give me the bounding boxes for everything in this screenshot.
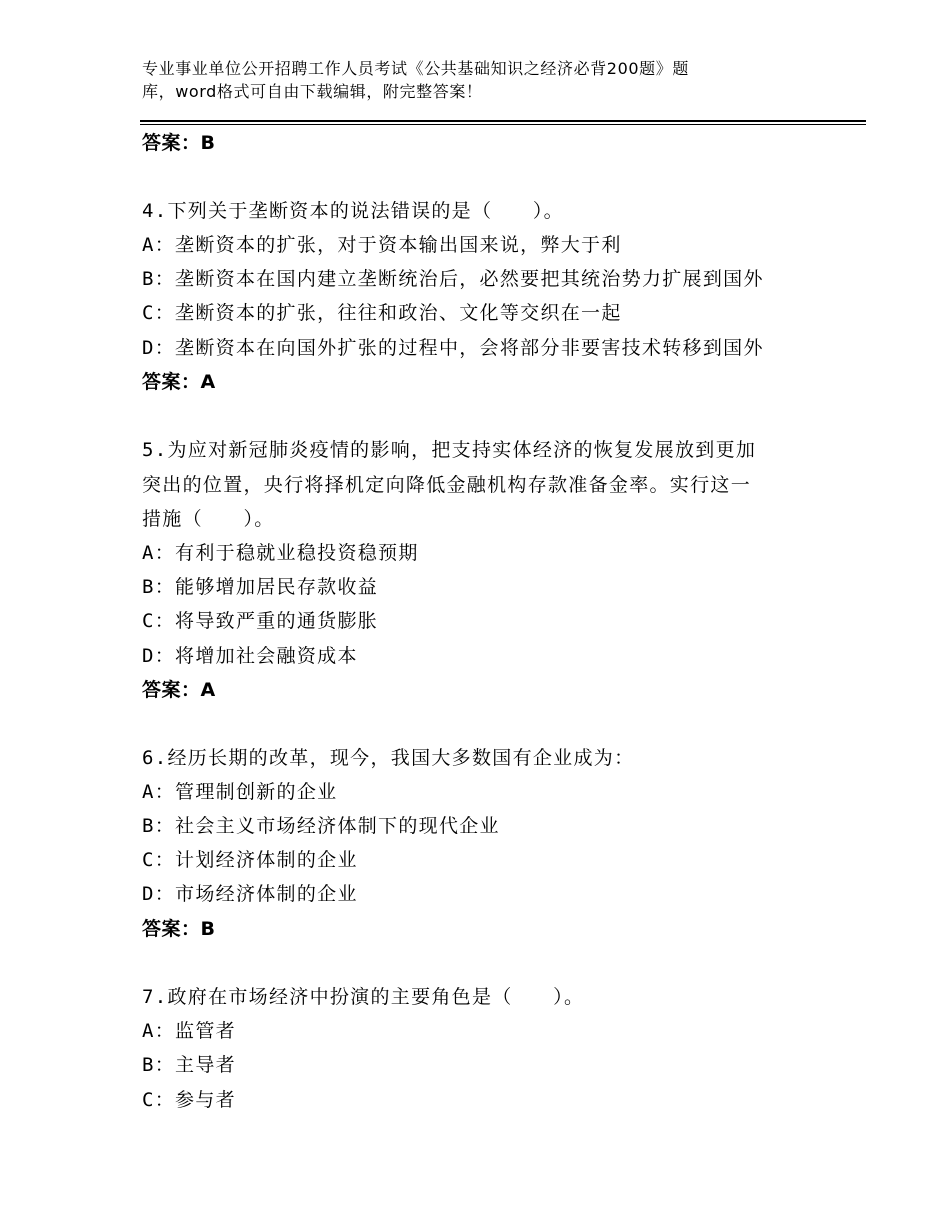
question-4-option-c: C：垄断资本的扩张，往往和政治、文化等交织在一起 [142, 302, 622, 324]
question-6-option-a: A：管理制创新的企业 [142, 781, 338, 803]
question-7-option-b: B：主导者 [142, 1054, 236, 1076]
question-5-option-a: A：有利于稳就业稳投资稳预期 [142, 542, 419, 564]
question-7-stem: 7.政府在市场经济中扮演的主要角色是（ ）。 [142, 986, 585, 1008]
header-title-line-2: 库，word格式可自由下载编辑，附完整答案！ [142, 82, 483, 101]
header-rule-thick [140, 120, 866, 122]
header-rule-thin [140, 124, 866, 125]
question-5-option-d: D：将增加社会融资成本 [142, 645, 358, 667]
question-4-option-b: B：垄断资本在国内建立垄断统治后，必然要把其统治势力扩展到国外 [142, 268, 764, 290]
question-5-stem-line-3: 措施（ ）。 [142, 508, 275, 530]
question-7-option-c: C：参与者 [142, 1089, 236, 1111]
question-5-stem-line-1: 5.为应对新冠肺炎疫情的影响，把支持实体经济的恢复发展放到更加 [142, 439, 757, 461]
question-6-option-b: B：社会主义市场经济体制下的现代企业 [142, 815, 500, 837]
question-7-option-a: A：监管者 [142, 1020, 236, 1042]
question-6-stem: 6.经历长期的改革，现今，我国大多数国有企业成为： [142, 747, 635, 769]
question-5-answer: 答案：A [142, 679, 216, 701]
question-5-option-b: B：能够增加居民存款收益 [142, 576, 379, 598]
question-6-option-d: D：市场经济体制的企业 [142, 883, 358, 905]
question-5-stem-line-2: 突出的位置，央行将择机定向降低金融机构存款准备金率。实行这一 [142, 474, 752, 496]
question-6-answer: 答案：B [142, 918, 216, 940]
question-4-option-d: D：垄断资本在向国外扩张的过程中，会将部分非要害技术转移到国外 [142, 337, 764, 359]
question-6-option-c: C：计划经济体制的企业 [142, 849, 358, 871]
question-5-option-c: C：将导致严重的通货膨胀 [142, 610, 379, 632]
question-4-stem: 4.下列关于垄断资本的说法错误的是（ ）。 [142, 200, 564, 222]
answer-line: 答案：B [142, 132, 216, 154]
document-header [142, 57, 802, 103]
question-4-answer: 答案：A [142, 371, 216, 393]
question-4-option-a: A：垄断资本的扩张，对于资本输出国来说，弊大于利 [142, 234, 622, 256]
header-title-line-1: 专业事业单位公开招聘工作人员考试《公共基础知识之经济必背200题》题 [142, 59, 689, 78]
